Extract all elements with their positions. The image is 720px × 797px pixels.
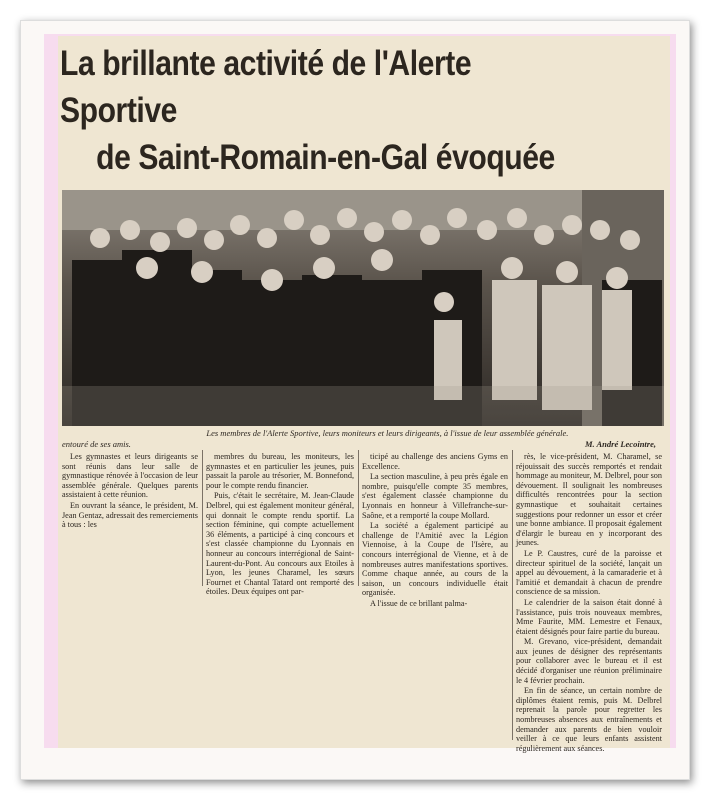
column-divider bbox=[512, 450, 513, 740]
paragraph: La société a également participé au challenge de l'Amitié avec la Légion Viennoise, à la Coupe de l'Isère, au concours interrégional de Vienne, et à de nombreuses autres manifestations sportives. Comme chaque année, au cours de la saison, un concours individuelle était organisée. bbox=[362, 521, 508, 598]
column-divider bbox=[202, 450, 203, 586]
caption-line-2: entouré de ses amis. bbox=[62, 439, 131, 449]
paragraph: ticipé au challenge des anciens Gyms en Excellence. bbox=[362, 452, 508, 471]
caption-line-3: leurs dirigeants, à l'issue de leur assemblée générale. bbox=[386, 428, 569, 438]
article-column-1 bbox=[62, 452, 198, 531]
paragraph: rès, le vice-président, M. Charamel, se réjouissait des succès remportés et rendait hommage au moniteur, M. Delbrel, pour son dévouement. Il soulignait les nombreuses difficultés rencontrées pour la section gymnastique et souhaitait certaines suggestions pour redonner un essor et créer une bonne ambiance. Il proposait également d'élargir le bureau en y incorporant des jeunes. bbox=[516, 452, 662, 548]
paragraph: En ouvrant la séance, le président, M. Jean Gentaz, adressait des remerciements à tous : les bbox=[62, 500, 198, 530]
group-photo bbox=[62, 190, 664, 426]
paragraph: La section masculine, à peu près égale en nombre, puisqu'elle compte 35 membres, s'est également classée championne du Lyonnais en honneur à Villefranche-sur-Saône, et a remporté la coupe Mollard. bbox=[362, 472, 508, 520]
paragraph: En fin de séance, un certain nombre de diplômes étaient remis, puis M. Delbrel reprenait la parole pour regretter les nombreuses absences aux entraînements et demander aux parents de bien vouloir veiller à ce que leurs enfants assistent régulièrement aux séances. bbox=[516, 686, 662, 753]
paragraph: Puis, c'était le secrétaire, M. Jean-Claude Delbrel, qui est également moniteur général, qui donnait le compte rendu sportif. La section féminine, qui compte actuellement 36 éléments, a participé à cinq concours et s'est classée championne du Lyonnais en honneur au concours interrégional de Saint-Laurent-du-Pont. Au concours aux Etoiles à Lyon, les jeunes Charamel, les sœurs Fournet et Chantal Tatard ont remporté des étoiles. Deux équipes ont par- bbox=[206, 491, 354, 597]
photo-caption-left bbox=[62, 428, 384, 450]
article-column-2 bbox=[206, 452, 354, 598]
column-divider bbox=[358, 450, 359, 586]
photo-caption-right bbox=[386, 428, 656, 450]
group-photo-image bbox=[62, 190, 664, 426]
paragraph: M. Grevano, vice-président, demandait aux jeunes de désigner des représentants pour collaborer avec le bureau et il est décidé d'organiser une réunion préliminaire le 4 février prochain. bbox=[516, 637, 662, 685]
paragraph: Le P. Caustres, curé de la paroisse et directeur spirituel de la société, lançait un appel au dévouement, à la camaraderie et à l'amitié et demandait à chacun de prendre conscience de sa mission. bbox=[516, 548, 662, 597]
article-column-3 bbox=[362, 452, 508, 610]
headline-line-1: La brillante activité de l'Alerte Sportive bbox=[60, 44, 472, 130]
paragraph: A l'issue de ce brillant palma- bbox=[370, 598, 468, 608]
caption-line-1: Les membres de l'Alerte Sportive, leurs moniteurs et bbox=[206, 428, 384, 438]
paragraph: membres du bureau, les moniteurs, les gymnastes et en particulier les jeunes, puis passait la parole au trésorier, M. Bonnefond, pour le compte rendu financier. bbox=[206, 452, 354, 490]
article-column-4 bbox=[516, 452, 662, 754]
headline-line-2: de Saint-Romain-en-Gal évoquée bbox=[96, 138, 555, 177]
caption-credit: M. André Lecointre, bbox=[585, 439, 656, 449]
paragraph: Les gymnastes et leurs dirigeants se sont réunis dans leur salle de gymnastique rénovée à l'occasion de leur assemblée générale. Quelques parents assistaient à cette réunion. bbox=[62, 452, 198, 500]
paragraph: Le calendrier de la saison était donné à l'assistance, puis trois nouveaux membres, Mme Faurite, MM. Lemestre et Fenaux, étaient désignés pour faire partie du bureau. bbox=[516, 597, 662, 636]
